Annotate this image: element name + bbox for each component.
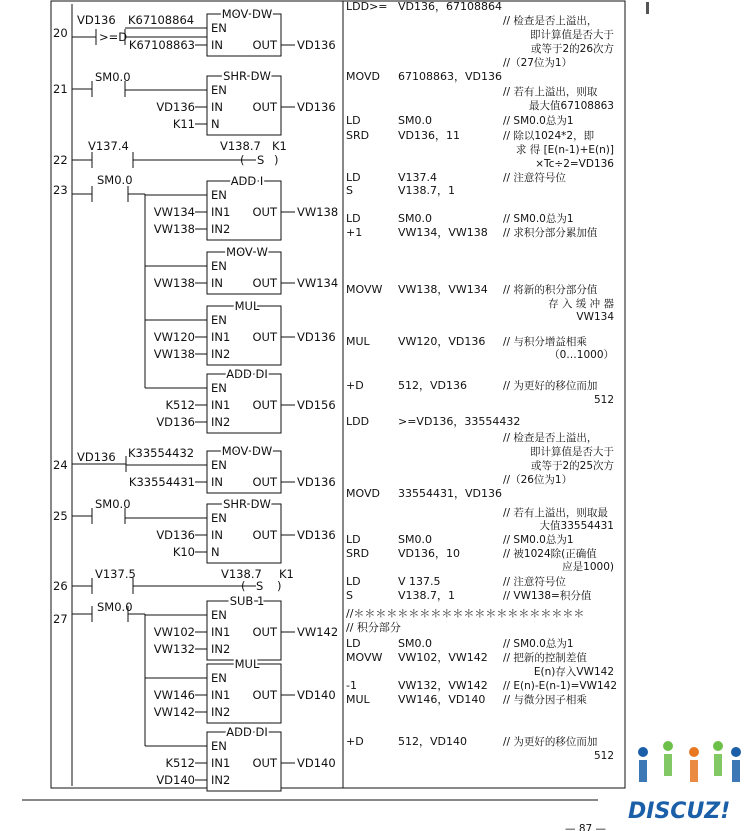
instruction-op: LDD — [346, 415, 370, 428]
pin-label: IN1 — [211, 688, 231, 702]
instruction-op: MOVD — [346, 70, 380, 83]
pin-label: IN1 — [211, 330, 231, 344]
operand: K67108864 — [128, 13, 195, 27]
instruction-arg: SM0.0 — [398, 637, 432, 650]
instruction-comment: ×Tc÷2=VD136 — [535, 158, 614, 170]
instruction-op: S — [346, 184, 353, 197]
operand: VW138 — [153, 222, 195, 236]
pin-label: IN — [211, 475, 223, 489]
operand: VW134 — [297, 276, 339, 290]
box-title: MUL — [234, 657, 260, 671]
watermark-figure-head — [689, 747, 699, 757]
operand: VW120 — [153, 330, 195, 344]
instruction-comment: （0…1000） — [549, 349, 614, 361]
pin-label: EN — [211, 83, 227, 97]
operand: VD136 — [156, 415, 195, 429]
operand: VD140 — [297, 688, 336, 702]
coil-count: K1 — [279, 567, 294, 581]
instruction-comment: // SM0.0总为1 — [503, 534, 574, 546]
page-number: — 87 — — [565, 823, 607, 831]
operand: VD136 — [297, 475, 336, 489]
instruction-op: LD — [346, 114, 361, 127]
instruction-arg: VW146，VD140 — [398, 693, 486, 706]
instruction-op: //＊＊＊＊＊＊＊＊＊＊＊＊＊＊＊＊＊＊＊＊＊ — [346, 607, 585, 620]
pin-label: OUT — [252, 38, 277, 52]
instruction-op: LD — [346, 575, 361, 588]
pin-label: IN1 — [211, 756, 231, 770]
pin-label: EN — [211, 188, 227, 202]
instruction-arg: VW120，VD136 — [398, 335, 486, 348]
instruction-comment: 大值33554431 — [539, 520, 614, 532]
rung-number: 27 — [53, 612, 68, 626]
instruction-comment: 或等于2的26次方 — [530, 43, 614, 55]
contact-label: SM0.0 — [97, 173, 133, 187]
pin-label: IN — [211, 100, 223, 114]
instruction-comment: // 将新的积分部分值 — [503, 284, 598, 296]
pin-label: IN2 — [211, 773, 231, 787]
instruction-arg: V138.7，1 — [398, 184, 456, 197]
coil-open: ( — [241, 579, 246, 593]
operand: VW146 — [153, 688, 195, 702]
instruction-comment: // 被1024除(正确值 — [503, 548, 597, 560]
coil-label: V138.7 — [221, 567, 262, 581]
pin-label: IN2 — [211, 347, 231, 361]
operand: VD136 — [297, 528, 336, 542]
contact-label: VD136 — [77, 450, 116, 464]
watermark-figure-body — [639, 760, 647, 782]
pin-label: OUT — [252, 756, 277, 770]
operand: VD136 — [297, 38, 336, 52]
operand: VW134 — [153, 205, 195, 219]
box-title: SHR DW — [223, 497, 271, 511]
instruction-comment: 即计算值是否大于 — [530, 446, 614, 458]
operand: VD140 — [297, 756, 336, 770]
operand: VD156 — [297, 398, 336, 412]
coil-close: ) — [277, 579, 282, 593]
rung-number: 21 — [53, 82, 68, 96]
watermark-logo: DISCUZ! — [628, 799, 731, 824]
instruction-comment: 512 — [593, 394, 614, 406]
pin-label: OUT — [252, 688, 277, 702]
pin-label: IN1 — [211, 625, 231, 639]
instruction-comment: // SM0.0总为1 — [503, 115, 574, 127]
instruction-arg: VW134，VW138 — [398, 226, 488, 239]
instruction-comment: 求 得 [E(n-1)+E(n)] — [515, 144, 614, 156]
pin-label: OUT — [252, 205, 277, 219]
instruction-comment: //（26位为1） — [503, 474, 573, 486]
box-title: MOV DW — [221, 7, 273, 21]
instruction-comment: // 把新的控制差值 — [503, 652, 587, 664]
instruction-comment: // SM0.0总为1 — [503, 638, 574, 650]
pin-label: IN1 — [211, 398, 231, 412]
instruction-op: MOVD — [346, 487, 380, 500]
watermark-figure-head — [663, 741, 673, 751]
instruction-arg: V 137.5 — [398, 575, 441, 588]
instruction-arg: VW138，VW134 — [398, 283, 488, 296]
pin-label: IN — [211, 528, 223, 542]
box-title: MUL — [234, 299, 260, 313]
operand: VW142 — [297, 625, 339, 639]
operand: K10 — [172, 545, 195, 559]
instruction-comment: // 除以1024*2，即 — [503, 130, 595, 142]
instruction-comment: 最大值67108863 — [529, 100, 614, 112]
contact-label: SM0.0 — [95, 497, 131, 511]
contact-label: V137.4 — [88, 139, 129, 153]
instruction-op: LD — [346, 212, 361, 225]
pin-label: IN2 — [211, 222, 231, 236]
instruction-arg: VD136，10 — [398, 547, 460, 560]
instruction-op: MUL — [346, 693, 370, 706]
pin-label: EN — [211, 671, 227, 685]
pin-label: EN — [211, 21, 227, 35]
rung-number: 25 — [53, 509, 68, 523]
pin-label: EN — [211, 511, 227, 525]
instruction-comment: // 注意符号位 — [503, 172, 566, 184]
coil-symbol: S — [256, 579, 264, 593]
instruction-op: SRD — [346, 129, 370, 142]
pin-label: OUT — [252, 475, 277, 489]
instruction-comment: // E(n)-E(n-1)=VW142 — [503, 680, 618, 692]
instruction-comment: 存 入 缓 冲 器 — [548, 298, 614, 310]
instruction-comment: // 注意符号位 — [503, 576, 566, 588]
watermark-figure-head — [638, 747, 648, 757]
operand: K11 — [172, 117, 195, 131]
operand: VD136 — [297, 100, 336, 114]
pin-label: EN — [211, 739, 227, 753]
pin-label: EN — [211, 458, 227, 472]
instruction-comment: // 与积分增益相乘 — [503, 336, 587, 348]
pin-label: EN — [211, 381, 227, 395]
instruction-comment: 512 — [593, 750, 614, 762]
instruction-op: MUL — [346, 335, 370, 348]
instruction-op: // 积分部分 — [346, 621, 401, 634]
operand: VW142 — [153, 705, 195, 719]
pin-label: OUT — [252, 398, 277, 412]
pin-label: OUT — [252, 528, 277, 542]
instruction-comment: // SM0.0总为1 — [503, 213, 574, 225]
contact-label: SM0.0 — [95, 70, 131, 84]
instruction-op: LDD>= — [346, 0, 388, 13]
watermark-figure-head — [731, 747, 741, 757]
operand: VD136 — [156, 528, 195, 542]
operand: VW138 — [297, 205, 339, 219]
instruction-arg: 67108863，VD136 — [398, 70, 502, 83]
pin-label: OUT — [252, 276, 277, 290]
instruction-comment: // 为更好的移位而加 — [503, 736, 598, 748]
pin-label: N — [211, 117, 220, 131]
instruction-comment: // VW138=积分值 — [503, 590, 592, 602]
pin-label: OUT — [252, 625, 277, 639]
pin-label: OUT — [252, 100, 277, 114]
instruction-arg: 512，VD140 — [398, 735, 467, 748]
instruction-comment: 应是1000) — [562, 561, 614, 573]
operand: VD140 — [156, 773, 195, 787]
pin-label: EN — [211, 608, 227, 622]
instruction-arg: VW102，VW142 — [398, 651, 488, 664]
instruction-op: LD — [346, 533, 361, 546]
box-title: ADD I — [230, 174, 264, 188]
instruction-comment: 即计算值是否大于 — [530, 29, 614, 41]
instruction-arg: V137.4 — [398, 171, 438, 184]
instruction-comment: VW134 — [576, 311, 614, 323]
instruction-comment: // 检查是否上溢出， — [503, 15, 598, 27]
operand: VD136 — [297, 330, 336, 344]
watermark-figure-body — [664, 754, 672, 776]
instruction-arg: SM0.0 — [398, 212, 432, 225]
operand: K512 — [165, 756, 195, 770]
box-title: SUB 1 — [229, 594, 265, 608]
box-title: ADD DI — [226, 367, 268, 381]
box-title: MOV W — [226, 245, 268, 259]
pin-label: EN — [211, 313, 227, 327]
watermark-figure-head — [713, 741, 723, 751]
pin-label: N — [211, 545, 220, 559]
operand: VW138 — [153, 347, 195, 361]
instruction-op: LD — [346, 171, 361, 184]
operand: K33554432 — [128, 446, 195, 460]
instruction-op: S — [346, 589, 353, 602]
pin-label: IN — [211, 38, 223, 52]
instruction-op: +1 — [346, 226, 363, 239]
box-title: MOV DW — [221, 444, 273, 458]
pin-label: IN2 — [211, 415, 231, 429]
pin-label: IN1 — [211, 205, 231, 219]
watermark-figure-body — [714, 754, 722, 776]
instruction-op: +D — [346, 379, 364, 392]
coil-count: K1 — [272, 139, 287, 153]
rung-number: 24 — [53, 458, 68, 472]
instruction-comment: // 与微分因子相乘 — [503, 694, 587, 706]
instruction-op: MOVW — [346, 283, 383, 296]
instruction-arg: VW132，VW142 — [398, 679, 488, 692]
corner-mark — [646, 2, 649, 14]
compare-op: >=D — [99, 30, 128, 44]
instruction-arg: >=VD136，33554432 — [398, 415, 521, 428]
contact-label: V137.5 — [95, 567, 136, 581]
coil-label: V138.7 — [220, 139, 261, 153]
operand: VD136 — [156, 100, 195, 114]
contact-label: SM0.0 — [97, 600, 133, 614]
instruction-comment: 或等于2的25次方 — [530, 460, 614, 472]
instruction-comment: E(n)存入VW142 — [533, 666, 614, 678]
pin-label: EN — [211, 259, 227, 273]
instruction-op: MOVW — [346, 651, 383, 664]
instruction-arg: VD136，11 — [398, 129, 460, 142]
instruction-op: -1 — [346, 679, 357, 692]
instruction-comment: // 求积分部分累加值 — [503, 227, 598, 239]
instruction-arg: V138.7，1 — [398, 589, 456, 602]
operand: K33554431 — [128, 475, 195, 489]
instruction-op: LD — [346, 637, 361, 650]
instruction-arg: SM0.0 — [398, 533, 432, 546]
operand: K512 — [165, 398, 195, 412]
pin-label: IN — [211, 276, 223, 290]
operand: VW102 — [153, 625, 195, 639]
box-title: SHR DW — [223, 69, 271, 83]
instruction-comment: //（27位为1） — [503, 57, 573, 69]
watermark-figure-body — [732, 760, 740, 782]
rung-number: 23 — [53, 183, 68, 197]
instruction-comment: // 为更好的移位而加 — [503, 380, 598, 392]
rung-number: 26 — [53, 579, 68, 593]
instruction-comment: // 若有上溢出，则取最 — [503, 507, 608, 519]
box-title: ADD DI — [226, 725, 268, 739]
pin-label: IN2 — [211, 705, 231, 719]
instruction-arg: 33554431，VD136 — [398, 487, 502, 500]
instruction-arg: 512，VD136 — [398, 379, 467, 392]
rung-number: 22 — [53, 153, 68, 167]
instruction-op: +D — [346, 735, 364, 748]
instruction-arg: VD136，67108864 — [398, 0, 502, 13]
instruction-arg: SM0.0 — [398, 114, 432, 127]
watermark-figure-body — [690, 760, 698, 782]
instruction-comment: // 检查是否上溢出， — [503, 432, 598, 444]
rung-number: 20 — [53, 26, 68, 40]
operand: VW132 — [153, 642, 195, 656]
contact-label: VD136 — [77, 13, 116, 27]
coil-close: ) — [274, 153, 279, 167]
pin-label: IN2 — [211, 642, 231, 656]
instruction-op: SRD — [346, 547, 370, 560]
pin-label: OUT — [252, 330, 277, 344]
coil-symbol: S — [257, 153, 265, 167]
coil-open: ( — [240, 153, 245, 167]
instruction-comment: // 若有上溢出，则取 — [503, 86, 598, 98]
operand: K67108863 — [128, 38, 195, 52]
operand: VW138 — [153, 276, 195, 290]
